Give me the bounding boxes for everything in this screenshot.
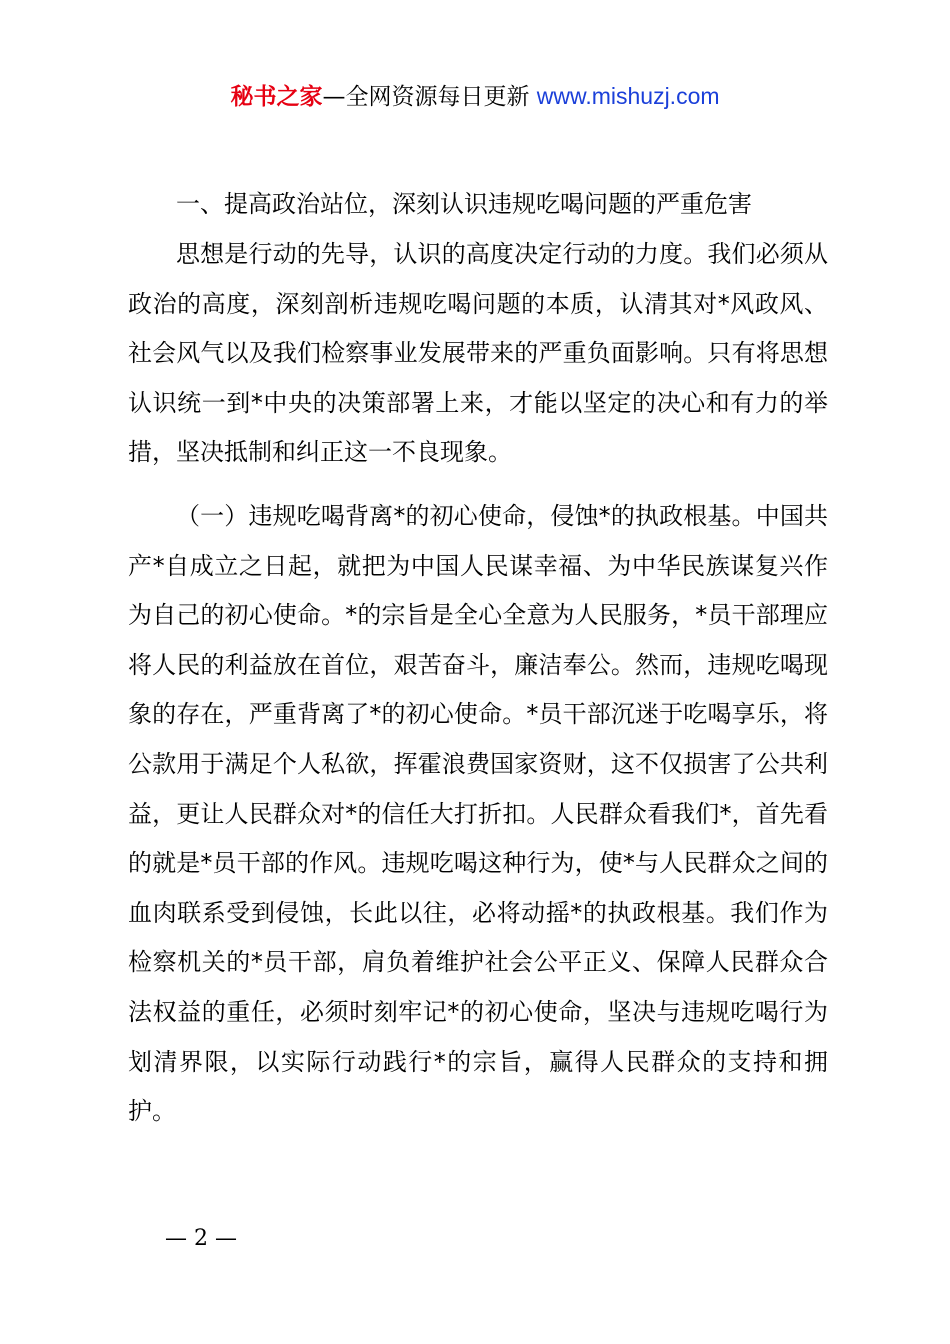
paragraph: 思想是行动的先导，认识的高度决定行动的力度。我们必须从政治的高度，深刻剖析违规吃喝问题的本质，认清其对*风政风、社会风气以及我们检察事业发展带来的严重负面影响。只有将思想认识统一到*中央的决策部署上来，才能以坚定的决心和有力的举措，坚决抵制和纠正这一不良现象。 bbox=[128, 240, 828, 467]
header-tagline: —全网资源每日更新 bbox=[322, 84, 537, 110]
document-body bbox=[128, 180, 828, 1137]
section-heading: 一、提高政治站位，深刻认识违规吃喝问题的严重危害 bbox=[176, 190, 752, 218]
site-url[interactable]: www.mishuzj.com bbox=[536, 83, 720, 109]
page-number: — 2 — bbox=[165, 1226, 237, 1251]
brand-name: 秘书之家 bbox=[230, 84, 323, 110]
paragraph: （一）违规吃喝背离*的初心使命，侵蚀*的执政根基。中国共产*自成立之日起，就把为中国人民谋幸福、为中华民族谋复兴作为自己的初心使命。*的宗旨是全心全意为人民服务，*员干部理应将人民的利益放在首位，艰苦奋斗，廉洁奉公。然而，违规吃喝现象的存在，严重背离了*的初心使命。*员干部沉迷于吃喝享乐，将公款用于满足个人私欲，挥霍浪费国家资财，这不仅损害了公共利益，更让人民群众对*的信任大打折扣。人民群众看我们*，首先看的就是*员干部的作风。违规吃喝这种行为，使*与人民群众之间的血肉联系受到侵蚀，长此以往，必将动摇*的执政根基。我们作为检察机关的*员干部，肩负着维护社会公平正义、保障人民群众合法权益的重任，必须时刻牢记*的初心使命，坚决与违规吃喝行为划清界限，以实际行动践行*的宗旨，赢得人民群众的支持和拥护。 bbox=[128, 501, 828, 1126]
site-header bbox=[0, 80, 950, 113]
